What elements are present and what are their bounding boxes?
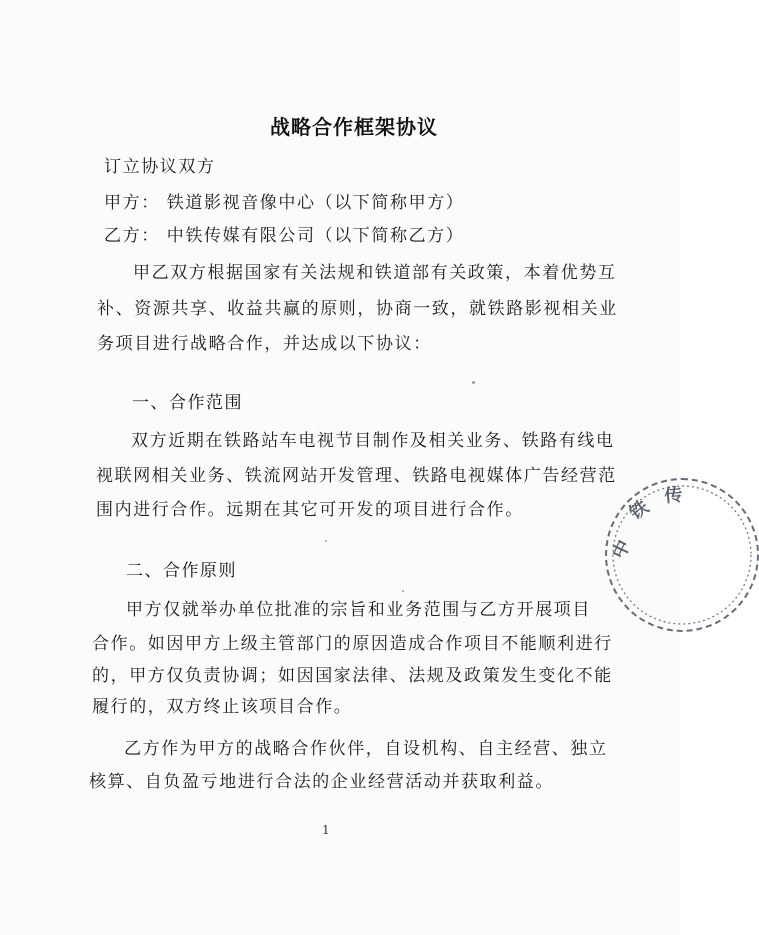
- company-seal: [605, 478, 759, 632]
- section-2-para-1-line-2: 合作。如因甲方上级主管部门的原因造成合作项目不能顺利进行: [92, 634, 613, 654]
- section-2-para-2-line-1: 乙方作为甲方的战略合作伙伴，自设机构、自主经营、独立: [124, 739, 608, 759]
- svg-text:传: 传: [663, 484, 684, 507]
- section-2-heading: 二、合作原则: [126, 561, 237, 581]
- document-title: 战略合作框架协议: [270, 115, 438, 139]
- party-b-line: 乙方： 中铁传媒有限公司（以下简称乙方）: [104, 226, 465, 246]
- section-1-heading: 一、合作范围: [132, 393, 243, 413]
- party-a-line: 甲方： 铁道影视音像中心（以下简称甲方）: [104, 193, 465, 213]
- intro-line-1: 甲乙双方根据国家有关法规和铁道部有关政策，本着优势互: [133, 263, 617, 283]
- section-1-line-1: 双方近期在铁路站车电视节目制作及相关业务、铁路有线电: [131, 431, 615, 451]
- intro-line-2: 补、资源共享、收益共赢的原则，协商一致，就铁路影视相关业: [97, 299, 618, 319]
- paper-speck: [402, 590, 404, 592]
- intro-line-3: 务项目进行战略合作，并达成以下协议：: [97, 334, 432, 354]
- section-1-line-2: 视联网相关业务、铁流网站开发管理、铁路电视媒体广告经营范: [96, 466, 617, 486]
- seal-ring-icon: [607, 480, 757, 630]
- paper-speck: [325, 540, 327, 542]
- parties-label: 订立协议双方: [104, 157, 216, 177]
- svg-text:铁: 铁: [625, 496, 653, 525]
- section-1-line-3: 围内进行合作。远期在其它可开发的项目进行合作。: [96, 500, 524, 520]
- paper-speck: [472, 381, 475, 384]
- svg-text:中: 中: [608, 536, 636, 563]
- section-2-para-1-line-1: 甲方仅就举办单位批准的宗旨和业务范围与乙方开展项目: [126, 600, 591, 620]
- section-2-para-1-line-3: 的，甲方仅负责协调；如因国家法律、法规及政策发生变化不能: [92, 666, 613, 686]
- page-number: 1: [322, 823, 330, 837]
- section-2-para-1-line-4: 履行的，双方终止该项目合作。: [92, 697, 353, 717]
- section-2-para-2-line-2: 核算、自负盈亏地进行合法的企业经营活动并获取利益。: [89, 772, 554, 792]
